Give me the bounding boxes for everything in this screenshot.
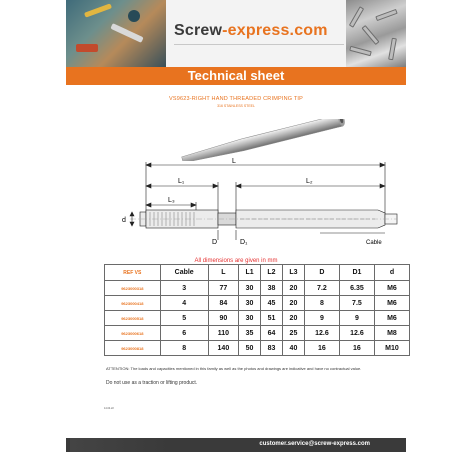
table-header-cell: D1 bbox=[339, 265, 374, 281]
table-cell: 8 bbox=[160, 341, 208, 356]
table-header-cell: L1 bbox=[239, 265, 261, 281]
label-L2: L₂ bbox=[306, 178, 313, 185]
ref-cell: 9623000618 bbox=[105, 326, 161, 341]
table-cell: 20 bbox=[282, 281, 304, 296]
table-cell: 5 bbox=[160, 311, 208, 326]
table-cell: 8 bbox=[304, 296, 339, 311]
table-cell: 6.35 bbox=[339, 281, 374, 296]
product-subtitle: 316 STAINLESS STEEL bbox=[217, 104, 255, 108]
sheet-title: Technical sheet bbox=[66, 67, 406, 85]
table-cell: 35 bbox=[239, 326, 261, 341]
table-cell: 38 bbox=[261, 281, 283, 296]
footer-decoration bbox=[70, 438, 170, 452]
brand-logo: Screw-express.com bbox=[174, 22, 328, 39]
ref-cell: 9623000518 bbox=[105, 311, 161, 326]
table-cell: 12.6 bbox=[304, 326, 339, 341]
table-cell: 25 bbox=[282, 326, 304, 341]
table-cell: 77 bbox=[208, 281, 238, 296]
table-cell: 30 bbox=[239, 281, 261, 296]
table-row bbox=[105, 281, 410, 296]
table-cell: 20 bbox=[282, 296, 304, 311]
table-header-cell: L bbox=[208, 265, 238, 281]
table-cell: 7.5 bbox=[339, 296, 374, 311]
table-cell: M6 bbox=[374, 281, 409, 296]
table-header-cell: L2 bbox=[261, 265, 283, 281]
table-cell: M6 bbox=[374, 311, 409, 326]
table-row bbox=[105, 296, 410, 311]
contact-email: customer.service@screw-express.com bbox=[259, 441, 370, 447]
label-L1: L₁ bbox=[178, 178, 185, 185]
table-row bbox=[105, 311, 410, 326]
table-cell: 30 bbox=[239, 311, 261, 326]
table-cell: M6 bbox=[374, 296, 409, 311]
table-row bbox=[105, 326, 410, 341]
table-cell: 6 bbox=[160, 326, 208, 341]
table-cell: 140 bbox=[208, 341, 238, 356]
table-cell: 51 bbox=[261, 311, 283, 326]
table-row bbox=[105, 341, 410, 356]
table-cell: 40 bbox=[282, 341, 304, 356]
brand-underline bbox=[174, 44, 344, 45]
table-cell: 50 bbox=[239, 341, 261, 356]
label-cable: Cable bbox=[366, 240, 382, 246]
table-cell: 110 bbox=[208, 326, 238, 341]
attention-note: ATTENTION: The loads and capacities mentioned in this family as well as the photos and drawings are indicative and have no contractual value. bbox=[106, 366, 362, 371]
product-photo bbox=[172, 119, 352, 161]
table-header-cell: REF VS bbox=[105, 265, 161, 281]
table-cell: M10 bbox=[374, 341, 409, 356]
table-cell: 84 bbox=[208, 296, 238, 311]
tools-photo bbox=[66, 0, 166, 67]
table-cell: 7.2 bbox=[304, 281, 339, 296]
table-cell: 9 bbox=[304, 311, 339, 326]
table-cell: 30 bbox=[239, 296, 261, 311]
ref-cell: 9623000318 bbox=[105, 281, 161, 296]
table-cell: 20 bbox=[282, 311, 304, 326]
table-cell: 90 bbox=[208, 311, 238, 326]
ref-cell: 9623000818 bbox=[105, 341, 161, 356]
table-header-cell: L3 bbox=[282, 265, 304, 281]
usage-warning: Do not use as a traction or lifting product. bbox=[106, 380, 198, 386]
table-header-cell: d bbox=[374, 265, 409, 281]
table-cell: 9 bbox=[339, 311, 374, 326]
label-d: d bbox=[122, 217, 126, 224]
label-D1: D₁ bbox=[240, 239, 248, 246]
table-cell: 83 bbox=[261, 341, 283, 356]
specs-table bbox=[104, 264, 410, 356]
technical-sheet bbox=[66, 0, 406, 452]
dimension-note: All dimensions are given in mm bbox=[194, 258, 278, 264]
screws-photo bbox=[346, 0, 406, 67]
table-cell: 45 bbox=[261, 296, 283, 311]
table-cell: 3 bbox=[160, 281, 208, 296]
footer-bar bbox=[66, 438, 406, 452]
header-banner bbox=[66, 0, 406, 67]
label-D: D bbox=[212, 239, 218, 246]
label-L: L bbox=[232, 158, 236, 165]
table-cell: 64 bbox=[261, 326, 283, 341]
ref-cell: 9623000418 bbox=[105, 296, 161, 311]
table-cell: 16 bbox=[304, 341, 339, 356]
label-L3: L₃ bbox=[168, 197, 175, 204]
document-date: 14.04.22 bbox=[104, 407, 114, 410]
technical-drawing bbox=[120, 158, 400, 258]
product-title: VS9623-RIGHT HAND THREADED CRIMPING TIP bbox=[168, 96, 304, 102]
table-cell: 12.6 bbox=[339, 326, 374, 341]
table-header-cell: D bbox=[304, 265, 339, 281]
table-cell: M8 bbox=[374, 326, 409, 341]
table-cell: 4 bbox=[160, 296, 208, 311]
table-header-cell: Cable bbox=[160, 265, 208, 281]
table-cell: 16 bbox=[339, 341, 374, 356]
